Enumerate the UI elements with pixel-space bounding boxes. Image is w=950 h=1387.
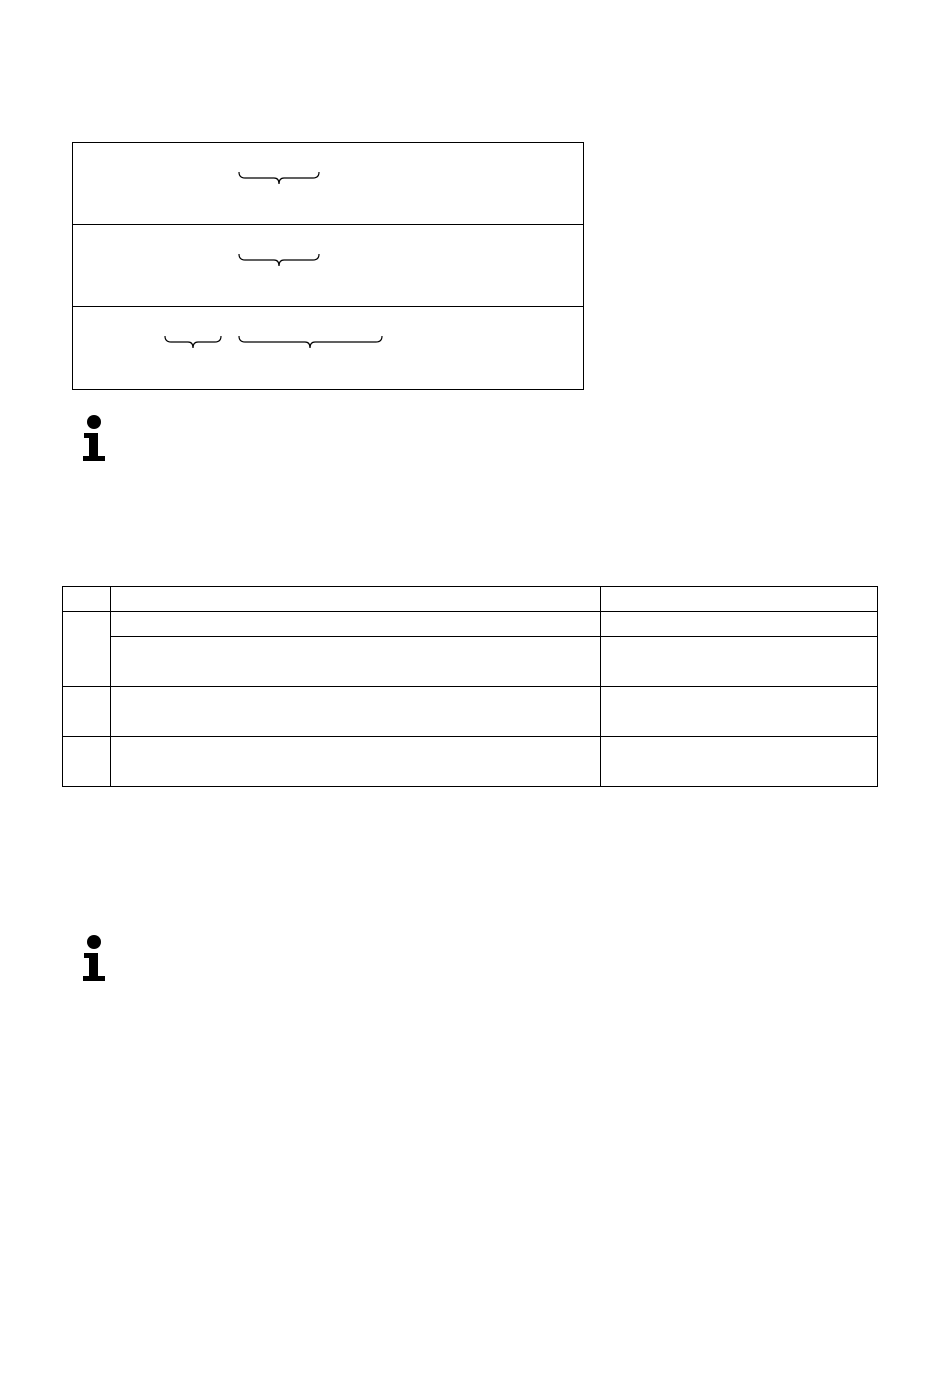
table-cell [63, 687, 111, 737]
table-row [63, 637, 878, 687]
diagram-row [73, 225, 583, 307]
curly-brace-icon [238, 335, 383, 349]
table-cell [63, 612, 111, 687]
diagram-row [73, 143, 583, 225]
table-cell [601, 737, 878, 787]
curly-brace-icon [238, 171, 320, 185]
table-header-row [63, 587, 878, 612]
curly-brace-icon [164, 335, 222, 349]
table-row [63, 737, 878, 787]
data-table [62, 586, 878, 787]
info-icon [80, 934, 108, 982]
diagram-row [73, 307, 583, 389]
table-cell [601, 612, 878, 637]
info-icon [80, 414, 108, 462]
table-row [63, 612, 878, 637]
table-cell [63, 737, 111, 787]
table-header-cell [111, 587, 601, 612]
table-cell [111, 687, 601, 737]
brace-diagram [72, 142, 584, 390]
table-row [63, 687, 878, 737]
table-cell [111, 737, 601, 787]
table-header-cell [601, 587, 878, 612]
table-cell [601, 687, 878, 737]
table-cell [601, 637, 878, 687]
curly-brace-icon [238, 253, 320, 267]
table-cell [111, 637, 601, 687]
table-header-cell [63, 587, 111, 612]
table-cell [111, 612, 601, 637]
